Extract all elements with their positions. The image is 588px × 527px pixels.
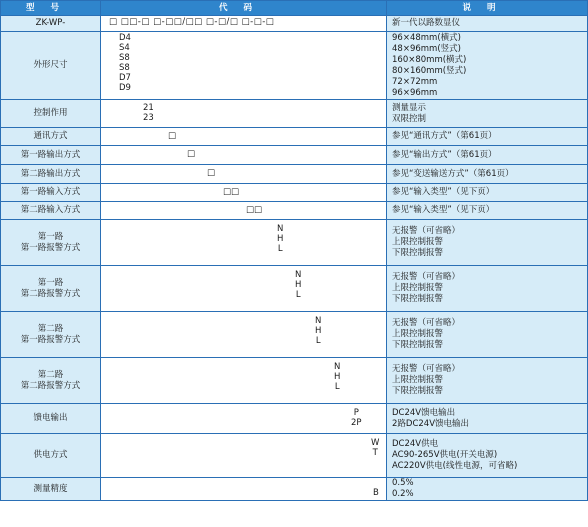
- code-cell-accuracy: [101, 478, 387, 501]
- row-desc-power: DC24V供电 AC90-265V供电(开关电源) AC220V供电(线性电源，可省略): [387, 434, 588, 478]
- code-cell-in2: [101, 202, 387, 220]
- row-desc-feed: DC24V馈电输出 2路DC24V馈电输出: [387, 404, 588, 434]
- row-label-feed: 馈电输出: [1, 404, 101, 434]
- code-accuracy: B: [373, 488, 379, 498]
- row-desc-control: 测量显示 双限控制: [387, 100, 588, 128]
- code-size: D4 S4 S8 S8 D7 D9: [119, 33, 131, 93]
- code-out1: □: [187, 149, 196, 159]
- row-label-out2: 第二路输出方式: [1, 165, 101, 184]
- row-desc-out2: 参见“变送输送方式”（第61页）: [387, 165, 588, 184]
- model-code-cell: [101, 16, 387, 32]
- code-control: 21 23: [143, 103, 154, 123]
- code-cell-out1: [101, 146, 387, 165]
- row-label-comm: 通讯方式: [1, 128, 101, 146]
- code-in2: □□: [246, 205, 263, 215]
- row-label-power: 供电方式: [1, 434, 101, 478]
- code-power: W T: [371, 438, 380, 458]
- row-desc-comm: 参见“通讯方式”（第61页）: [387, 128, 588, 146]
- header-model: 型号: [1, 1, 101, 16]
- code-cell-feed: [101, 404, 387, 434]
- code-cell-out2: [101, 165, 387, 184]
- row-desc-in1: 参见“输入类型”（见下页）: [387, 184, 588, 202]
- row-label-size: 外形尺寸: [1, 32, 101, 100]
- row-label-alarm-1-1: 第一路 第一路报警方式: [1, 220, 101, 266]
- code-cell-in1: [101, 184, 387, 202]
- code-cell-control: [101, 100, 387, 128]
- code-cell-alarm-1-2: [101, 266, 387, 312]
- code-comm: □: [168, 131, 177, 141]
- row-desc-accuracy: 0.5% 0.2%: [387, 478, 588, 501]
- row-label-out1: 第一路输出方式: [1, 146, 101, 165]
- row-label-alarm-2-1: 第二路 第一路报警方式: [1, 312, 101, 358]
- row-desc-out1: 参见“输出方式”（第61页）: [387, 146, 588, 165]
- row-label-accuracy: 测量精度: [1, 478, 101, 501]
- code-alarm-2-2: N H L: [334, 362, 341, 392]
- row-desc-alarm-1-2: 无报警（可省略） 上限控制报警 下限控制报警: [387, 266, 588, 312]
- model-label: ZK-WP-: [1, 16, 101, 32]
- row-label-in1: 第一路输入方式: [1, 184, 101, 202]
- row-label-alarm-1-2: 第一路 第二路报警方式: [1, 266, 101, 312]
- code-cell-power: [101, 434, 387, 478]
- header-code: 代码: [101, 1, 387, 16]
- code-cell-size: [101, 32, 387, 100]
- row-label-in2: 第二路输入方式: [1, 202, 101, 220]
- code-cell-alarm-2-2: [101, 358, 387, 404]
- code-cell-alarm-2-1: [101, 312, 387, 358]
- code-alarm-1-2: N H L: [295, 270, 302, 300]
- row-desc-alarm-2-1: 无报警（可省略） 上限控制报警 下限控制报警: [387, 312, 588, 358]
- code-cell-comm: [101, 128, 387, 146]
- code-alarm-1-1: N H L: [277, 224, 284, 254]
- row-label-control: 控制作用: [1, 100, 101, 128]
- row-desc-size: 96×48mm(横式) 48×96mm(竖式) 160×80mm(横式) 80×160mm(竖式) 72×72mm 96×96mm: [387, 32, 588, 100]
- row-desc-in2: 参见“输入类型”（见下页）: [387, 202, 588, 220]
- code-in1: □□: [223, 187, 240, 197]
- code-alarm-2-1: N H L: [315, 316, 322, 346]
- code-out2: □: [207, 168, 216, 178]
- row-label-alarm-2-2: 第二路 第二路报警方式: [1, 358, 101, 404]
- row-desc-alarm-1-1: 无报警（可省略） 上限控制报警 下限控制报警: [387, 220, 588, 266]
- header-description: 说明: [387, 1, 588, 16]
- row-desc-alarm-2-2: 无报警（可省略） 上限控制报警 下限控制报警: [387, 358, 588, 404]
- model-desc: 新一代以路数显仪: [387, 16, 588, 32]
- code-feed: P 2P: [351, 408, 362, 428]
- model-code-template: □ □□-□ □-□□/□□ □-□/□ □-□-□: [109, 17, 275, 27]
- code-cell-alarm-1-1: [101, 220, 387, 266]
